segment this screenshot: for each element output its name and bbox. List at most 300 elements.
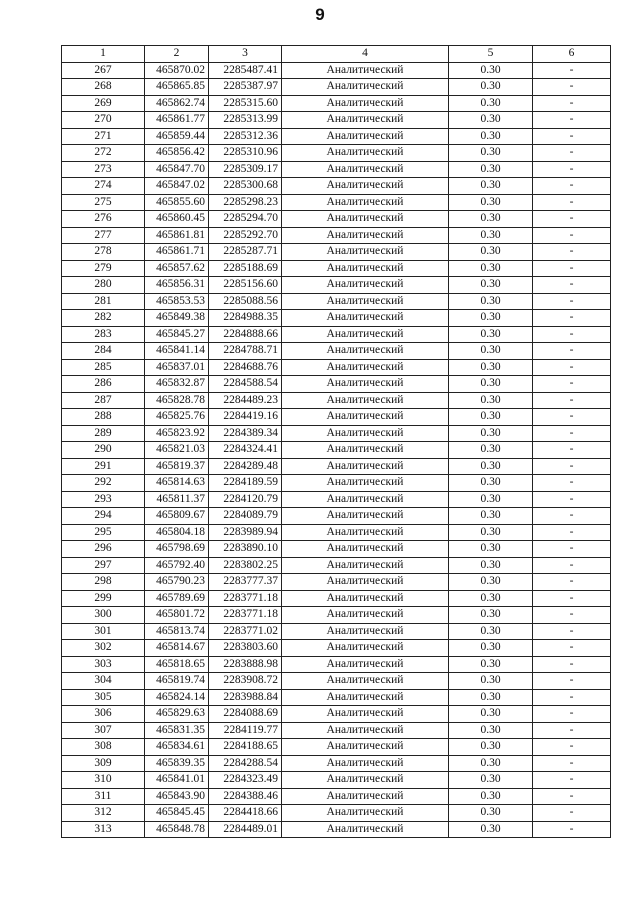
table-row <box>62 574 611 591</box>
y-coordinate-cell: 2284489.01 <box>209 821 282 838</box>
method-cell: Аналитический <box>282 79 449 96</box>
y-coordinate-cell: 2284389.34 <box>209 425 282 442</box>
column-header: 2 <box>145 46 209 63</box>
accuracy-cell: 0.30 <box>449 227 533 244</box>
table-row <box>62 161 611 178</box>
method-cell: Аналитический <box>282 706 449 723</box>
y-coordinate-cell: 2285188.69 <box>209 260 282 277</box>
note-cell: - <box>533 524 611 541</box>
table-row <box>62 227 611 244</box>
point-number-cell: 281 <box>62 293 145 310</box>
note-cell: - <box>533 161 611 178</box>
x-coordinate-cell: 465819.74 <box>145 673 209 690</box>
x-coordinate-cell: 465847.70 <box>145 161 209 178</box>
y-coordinate-cell: 2285310.96 <box>209 145 282 162</box>
table-row <box>62 557 611 574</box>
x-coordinate-cell: 465811.37 <box>145 491 209 508</box>
table-row <box>62 79 611 96</box>
point-number-cell: 274 <box>62 178 145 195</box>
accuracy-cell: 0.30 <box>449 310 533 327</box>
note-cell: - <box>533 772 611 789</box>
table-row <box>62 145 611 162</box>
point-number-cell: 279 <box>62 260 145 277</box>
accuracy-cell: 0.30 <box>449 326 533 343</box>
note-cell: - <box>533 541 611 558</box>
accuracy-cell: 0.30 <box>449 409 533 426</box>
y-coordinate-cell: 2285387.97 <box>209 79 282 96</box>
y-coordinate-cell: 2284119.77 <box>209 722 282 739</box>
column-header: 4 <box>282 46 449 63</box>
note-cell: - <box>533 293 611 310</box>
note-cell: - <box>533 821 611 838</box>
point-number-cell: 277 <box>62 227 145 244</box>
accuracy-cell: 0.30 <box>449 557 533 574</box>
point-number-cell: 294 <box>62 508 145 525</box>
point-number-cell: 311 <box>62 788 145 805</box>
note-cell: - <box>533 112 611 129</box>
table-row <box>62 392 611 409</box>
y-coordinate-cell: 2285294.70 <box>209 211 282 228</box>
accuracy-cell: 0.30 <box>449 673 533 690</box>
table-row <box>62 211 611 228</box>
accuracy-cell: 0.30 <box>449 260 533 277</box>
x-coordinate-cell: 465821.03 <box>145 442 209 459</box>
point-number-cell: 306 <box>62 706 145 723</box>
method-cell: Аналитический <box>282 508 449 525</box>
method-cell: Аналитический <box>282 112 449 129</box>
y-coordinate-cell: 2283908.72 <box>209 673 282 690</box>
x-coordinate-cell: 465856.31 <box>145 277 209 294</box>
note-cell: - <box>533 277 611 294</box>
y-coordinate-cell: 2285088.56 <box>209 293 282 310</box>
x-coordinate-cell: 465814.67 <box>145 640 209 657</box>
note-cell: - <box>533 95 611 112</box>
method-cell: Аналитический <box>282 805 449 822</box>
point-number-cell: 269 <box>62 95 145 112</box>
point-number-cell: 301 <box>62 623 145 640</box>
accuracy-cell: 0.30 <box>449 95 533 112</box>
accuracy-cell: 0.30 <box>449 574 533 591</box>
table-row <box>62 244 611 261</box>
note-cell: - <box>533 574 611 591</box>
x-coordinate-cell: 465839.35 <box>145 755 209 772</box>
x-coordinate-cell: 465857.62 <box>145 260 209 277</box>
y-coordinate-cell: 2283988.84 <box>209 689 282 706</box>
point-number-cell: 305 <box>62 689 145 706</box>
accuracy-cell: 0.30 <box>449 392 533 409</box>
method-cell: Аналитический <box>282 128 449 145</box>
note-cell: - <box>533 260 611 277</box>
table-row <box>62 260 611 277</box>
table-row <box>62 508 611 525</box>
y-coordinate-cell: 2283771.18 <box>209 607 282 624</box>
point-number-cell: 308 <box>62 739 145 756</box>
point-number-cell: 285 <box>62 359 145 376</box>
coordinates-table <box>61 45 611 838</box>
x-coordinate-cell: 465790.23 <box>145 574 209 591</box>
method-cell: Аналитический <box>282 623 449 640</box>
point-number-cell: 268 <box>62 79 145 96</box>
y-coordinate-cell: 2284788.71 <box>209 343 282 360</box>
method-cell: Аналитический <box>282 359 449 376</box>
y-coordinate-cell: 2284419.16 <box>209 409 282 426</box>
note-cell: - <box>533 79 611 96</box>
y-coordinate-cell: 2284288.54 <box>209 755 282 772</box>
y-coordinate-cell: 2285287.71 <box>209 244 282 261</box>
table-row <box>62 178 611 195</box>
method-cell: Аналитический <box>282 458 449 475</box>
note-cell: - <box>533 409 611 426</box>
method-cell: Аналитический <box>282 640 449 657</box>
note-cell: - <box>533 145 611 162</box>
x-coordinate-cell: 465801.72 <box>145 607 209 624</box>
y-coordinate-cell: 2284188.65 <box>209 739 282 756</box>
table-row <box>62 722 611 739</box>
note-cell: - <box>533 178 611 195</box>
x-coordinate-cell: 465856.42 <box>145 145 209 162</box>
y-coordinate-cell: 2285292.70 <box>209 227 282 244</box>
table-row <box>62 805 611 822</box>
point-number-cell: 292 <box>62 475 145 492</box>
y-coordinate-cell: 2284388.46 <box>209 788 282 805</box>
table-row <box>62 326 611 343</box>
x-coordinate-cell: 465841.14 <box>145 343 209 360</box>
note-cell: - <box>533 425 611 442</box>
table-row <box>62 821 611 838</box>
x-coordinate-cell: 465789.69 <box>145 590 209 607</box>
x-coordinate-cell: 465804.18 <box>145 524 209 541</box>
table-row <box>62 293 611 310</box>
x-coordinate-cell: 465843.90 <box>145 788 209 805</box>
accuracy-cell: 0.30 <box>449 343 533 360</box>
x-coordinate-cell: 465853.53 <box>145 293 209 310</box>
note-cell: - <box>533 491 611 508</box>
method-cell: Аналитический <box>282 755 449 772</box>
table-header-row <box>62 46 611 63</box>
y-coordinate-cell: 2284120.79 <box>209 491 282 508</box>
point-number-cell: 307 <box>62 722 145 739</box>
y-coordinate-cell: 2284323.49 <box>209 772 282 789</box>
accuracy-cell: 0.30 <box>449 524 533 541</box>
table-row <box>62 656 611 673</box>
x-coordinate-cell: 465841.01 <box>145 772 209 789</box>
method-cell: Аналитический <box>282 541 449 558</box>
table-row <box>62 425 611 442</box>
point-number-cell: 280 <box>62 277 145 294</box>
method-cell: Аналитический <box>282 310 449 327</box>
point-number-cell: 282 <box>62 310 145 327</box>
accuracy-cell: 0.30 <box>449 178 533 195</box>
table-body <box>62 62 611 838</box>
accuracy-cell: 0.30 <box>449 145 533 162</box>
method-cell: Аналитический <box>282 277 449 294</box>
point-number-cell: 278 <box>62 244 145 261</box>
x-coordinate-cell: 465861.77 <box>145 112 209 129</box>
method-cell: Аналитический <box>282 442 449 459</box>
point-number-cell: 302 <box>62 640 145 657</box>
point-number-cell: 303 <box>62 656 145 673</box>
method-cell: Аналитический <box>282 95 449 112</box>
y-coordinate-cell: 2283771.02 <box>209 623 282 640</box>
accuracy-cell: 0.30 <box>449 475 533 492</box>
y-coordinate-cell: 2285298.23 <box>209 194 282 211</box>
x-coordinate-cell: 465847.02 <box>145 178 209 195</box>
table-row <box>62 359 611 376</box>
x-coordinate-cell: 465809.67 <box>145 508 209 525</box>
accuracy-cell: 0.30 <box>449 194 533 211</box>
point-number-cell: 276 <box>62 211 145 228</box>
x-coordinate-cell: 465865.85 <box>145 79 209 96</box>
note-cell: - <box>533 722 611 739</box>
accuracy-cell: 0.30 <box>449 376 533 393</box>
y-coordinate-cell: 2283888.98 <box>209 656 282 673</box>
point-number-cell: 267 <box>62 62 145 79</box>
y-coordinate-cell: 2284289.48 <box>209 458 282 475</box>
point-number-cell: 312 <box>62 805 145 822</box>
method-cell: Аналитический <box>282 689 449 706</box>
table-row <box>62 491 611 508</box>
method-cell: Аналитический <box>282 376 449 393</box>
note-cell: - <box>533 508 611 525</box>
y-coordinate-cell: 2283802.25 <box>209 557 282 574</box>
table-row <box>62 95 611 112</box>
method-cell: Аналитический <box>282 772 449 789</box>
method-cell: Аналитический <box>282 475 449 492</box>
method-cell: Аналитический <box>282 343 449 360</box>
note-cell: - <box>533 607 611 624</box>
accuracy-cell: 0.30 <box>449 244 533 261</box>
point-number-cell: 284 <box>62 343 145 360</box>
method-cell: Аналитический <box>282 260 449 277</box>
table-row <box>62 755 611 772</box>
note-cell: - <box>533 689 611 706</box>
note-cell: - <box>533 590 611 607</box>
table-row <box>62 277 611 294</box>
accuracy-cell: 0.30 <box>449 722 533 739</box>
x-coordinate-cell: 465823.92 <box>145 425 209 442</box>
method-cell: Аналитический <box>282 788 449 805</box>
accuracy-cell: 0.30 <box>449 821 533 838</box>
method-cell: Аналитический <box>282 211 449 228</box>
x-coordinate-cell: 465845.45 <box>145 805 209 822</box>
note-cell: - <box>533 359 611 376</box>
note-cell: - <box>533 623 611 640</box>
y-coordinate-cell: 2283777.37 <box>209 574 282 591</box>
method-cell: Аналитический <box>282 574 449 591</box>
method-cell: Аналитический <box>282 178 449 195</box>
accuracy-cell: 0.30 <box>449 788 533 805</box>
method-cell: Аналитический <box>282 194 449 211</box>
table-row <box>62 590 611 607</box>
accuracy-cell: 0.30 <box>449 293 533 310</box>
y-coordinate-cell: 2284988.35 <box>209 310 282 327</box>
y-coordinate-cell: 2283890.10 <box>209 541 282 558</box>
accuracy-cell: 0.30 <box>449 640 533 657</box>
x-coordinate-cell: 465861.71 <box>145 244 209 261</box>
y-coordinate-cell: 2285315.60 <box>209 95 282 112</box>
point-number-cell: 297 <box>62 557 145 574</box>
accuracy-cell: 0.30 <box>449 277 533 294</box>
note-cell: - <box>533 310 611 327</box>
method-cell: Аналитический <box>282 227 449 244</box>
y-coordinate-cell: 2285313.99 <box>209 112 282 129</box>
point-number-cell: 273 <box>62 161 145 178</box>
point-number-cell: 275 <box>62 194 145 211</box>
note-cell: - <box>533 227 611 244</box>
note-cell: - <box>533 442 611 459</box>
x-coordinate-cell: 465813.74 <box>145 623 209 640</box>
accuracy-cell: 0.30 <box>449 541 533 558</box>
method-cell: Аналитический <box>282 392 449 409</box>
accuracy-cell: 0.30 <box>449 689 533 706</box>
x-coordinate-cell: 465849.38 <box>145 310 209 327</box>
y-coordinate-cell: 2284688.76 <box>209 359 282 376</box>
table-row <box>62 607 611 624</box>
point-number-cell: 300 <box>62 607 145 624</box>
accuracy-cell: 0.30 <box>449 623 533 640</box>
x-coordinate-cell: 465832.87 <box>145 376 209 393</box>
point-number-cell: 309 <box>62 755 145 772</box>
table-row <box>62 458 611 475</box>
y-coordinate-cell: 2285487.41 <box>209 62 282 79</box>
point-number-cell: 272 <box>62 145 145 162</box>
accuracy-cell: 0.30 <box>449 656 533 673</box>
x-coordinate-cell: 465837.01 <box>145 359 209 376</box>
accuracy-cell: 0.30 <box>449 161 533 178</box>
x-coordinate-cell: 465861.81 <box>145 227 209 244</box>
point-number-cell: 283 <box>62 326 145 343</box>
method-cell: Аналитический <box>282 161 449 178</box>
y-coordinate-cell: 2283989.94 <box>209 524 282 541</box>
note-cell: - <box>533 739 611 756</box>
note-cell: - <box>533 326 611 343</box>
point-number-cell: 299 <box>62 590 145 607</box>
x-coordinate-cell: 465814.63 <box>145 475 209 492</box>
accuracy-cell: 0.30 <box>449 359 533 376</box>
method-cell: Аналитический <box>282 145 449 162</box>
y-coordinate-cell: 2284189.59 <box>209 475 282 492</box>
table-row <box>62 409 611 426</box>
table-row <box>62 623 611 640</box>
accuracy-cell: 0.30 <box>449 425 533 442</box>
note-cell: - <box>533 805 611 822</box>
y-coordinate-cell: 2283803.60 <box>209 640 282 657</box>
note-cell: - <box>533 640 611 657</box>
accuracy-cell: 0.30 <box>449 112 533 129</box>
accuracy-cell: 0.30 <box>449 755 533 772</box>
note-cell: - <box>533 656 611 673</box>
table-row <box>62 640 611 657</box>
x-coordinate-cell: 465828.78 <box>145 392 209 409</box>
note-cell: - <box>533 343 611 360</box>
accuracy-cell: 0.30 <box>449 772 533 789</box>
accuracy-cell: 0.30 <box>449 442 533 459</box>
note-cell: - <box>533 475 611 492</box>
note-cell: - <box>533 62 611 79</box>
method-cell: Аналитический <box>282 326 449 343</box>
table-row <box>62 194 611 211</box>
note-cell: - <box>533 194 611 211</box>
x-coordinate-cell: 465818.65 <box>145 656 209 673</box>
x-coordinate-cell: 465798.69 <box>145 541 209 558</box>
y-coordinate-cell: 2284089.79 <box>209 508 282 525</box>
table-row <box>62 541 611 558</box>
method-cell: Аналитический <box>282 557 449 574</box>
method-cell: Аналитический <box>282 244 449 261</box>
point-number-cell: 291 <box>62 458 145 475</box>
y-coordinate-cell: 2284888.66 <box>209 326 282 343</box>
note-cell: - <box>533 788 611 805</box>
accuracy-cell: 0.30 <box>449 706 533 723</box>
y-coordinate-cell: 2285312.36 <box>209 128 282 145</box>
table-row <box>62 475 611 492</box>
note-cell: - <box>533 673 611 690</box>
point-number-cell: 295 <box>62 524 145 541</box>
method-cell: Аналитический <box>282 722 449 739</box>
method-cell: Аналитический <box>282 739 449 756</box>
point-number-cell: 287 <box>62 392 145 409</box>
table-row <box>62 442 611 459</box>
y-coordinate-cell: 2283771.18 <box>209 590 282 607</box>
point-number-cell: 304 <box>62 673 145 690</box>
method-cell: Аналитический <box>282 425 449 442</box>
table-row <box>62 788 611 805</box>
y-coordinate-cell: 2284418.66 <box>209 805 282 822</box>
method-cell: Аналитический <box>282 293 449 310</box>
point-number-cell: 290 <box>62 442 145 459</box>
x-coordinate-cell: 465860.45 <box>145 211 209 228</box>
accuracy-cell: 0.30 <box>449 508 533 525</box>
accuracy-cell: 0.30 <box>449 607 533 624</box>
point-number-cell: 298 <box>62 574 145 591</box>
method-cell: Аналитический <box>282 590 449 607</box>
table-row <box>62 673 611 690</box>
note-cell: - <box>533 755 611 772</box>
x-coordinate-cell: 465824.14 <box>145 689 209 706</box>
x-coordinate-cell: 465859.44 <box>145 128 209 145</box>
table-row <box>62 112 611 129</box>
y-coordinate-cell: 2285156.60 <box>209 277 282 294</box>
accuracy-cell: 0.30 <box>449 458 533 475</box>
y-coordinate-cell: 2285300.68 <box>209 178 282 195</box>
note-cell: - <box>533 244 611 261</box>
x-coordinate-cell: 465862.74 <box>145 95 209 112</box>
table-row <box>62 128 611 145</box>
y-coordinate-cell: 2284324.41 <box>209 442 282 459</box>
accuracy-cell: 0.30 <box>449 62 533 79</box>
accuracy-cell: 0.30 <box>449 739 533 756</box>
note-cell: - <box>533 458 611 475</box>
point-number-cell: 310 <box>62 772 145 789</box>
x-coordinate-cell: 465819.37 <box>145 458 209 475</box>
note-cell: - <box>533 376 611 393</box>
point-number-cell: 296 <box>62 541 145 558</box>
table-row <box>62 772 611 789</box>
x-coordinate-cell: 465855.60 <box>145 194 209 211</box>
column-header: 1 <box>62 46 145 63</box>
note-cell: - <box>533 211 611 228</box>
note-cell: - <box>533 557 611 574</box>
accuracy-cell: 0.30 <box>449 491 533 508</box>
point-number-cell: 288 <box>62 409 145 426</box>
method-cell: Аналитический <box>282 409 449 426</box>
point-number-cell: 293 <box>62 491 145 508</box>
x-coordinate-cell: 465870.02 <box>145 62 209 79</box>
x-coordinate-cell: 465848.78 <box>145 821 209 838</box>
y-coordinate-cell: 2284588.54 <box>209 376 282 393</box>
note-cell: - <box>533 706 611 723</box>
accuracy-cell: 0.30 <box>449 590 533 607</box>
